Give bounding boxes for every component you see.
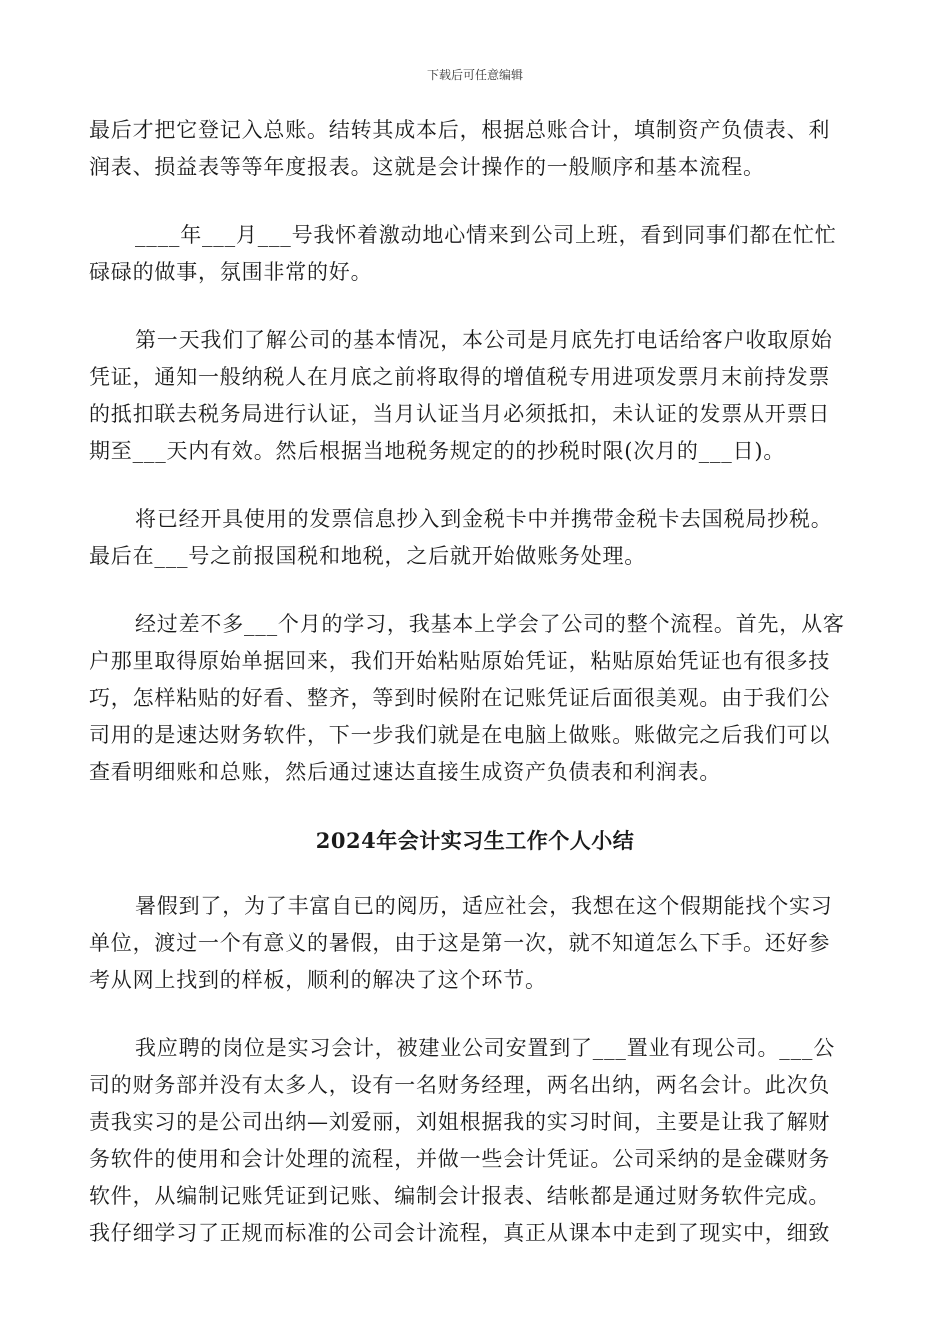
paragraph-2 <box>89 217 861 291</box>
header-note: 下载后可任意编辑 <box>426 68 523 82</box>
paragraph-line: 最后才把它登记入总账。结转其成本后，根据总账合计，填制资产负债表、利 <box>89 118 831 142</box>
paragraph-line: 第一天我们了解公司的基本情况，本公司是月底先打电话给客户收取原始 <box>135 328 833 352</box>
paragraph-line: 责我实习的是公司出纳—刘爱丽，刘姐根据我的实习时间，主要是让我了解财 <box>89 1110 831 1134</box>
paragraph-6 <box>89 888 861 999</box>
paragraph-line: 润表、损益表等等年度报表。这就是会计操作的一般顺序和基本流程。 <box>89 155 765 179</box>
paragraph-line: 最后在___号之前报国税和地税，之后就开始做账务处理。 <box>89 544 647 568</box>
paragraph-line: 巧，怎样粘贴的好看、整齐，等到时候附在记账凭证后面很美观。由于我们公 <box>89 686 831 710</box>
paragraph-line: 期至___天内有效。然后根据当地税务规定的的抄税时限(次月的___日)。 <box>89 439 786 463</box>
paragraph-line: 我仔细学习了正规而标准的公司会计流程，真正从课本中走到了现实中，细致 <box>89 1221 831 1245</box>
paragraph-line: 查看明细账和总账，然后通过速达直接生成资产负债表和利润表。 <box>89 760 722 784</box>
paragraph-7 <box>89 1030 861 1252</box>
paragraph-line: 司用的是速达财务软件，下一步我们就是在电脑上做账。账做完之后我们可以 <box>89 723 831 747</box>
paragraph-line: 单位，渡过一个有意义的暑假，由于这是第一次，就不知道怎么下手。还好参 <box>89 931 831 955</box>
paragraph-line: 户那里取得原始单据回来，我们开始粘贴原始凭证，粘贴原始凭证也有很多技 <box>89 649 831 673</box>
paragraph-line: 将已经开具使用的发票信息抄入到金税卡中并携带金税卡去国税局抄税。 <box>135 507 833 531</box>
paragraph-line: 的抵扣联去税务局进行认证，当月认证当月必须抵扣，未认证的发票从开票日 <box>89 402 831 426</box>
paragraph-line: 经过差不多___个月的学习，我基本上学会了公司的整个流程。首先，从客 <box>135 612 845 636</box>
paragraph-line: ____年___月___号我怀着激动地心情来到公司上班，看到同事们都在忙忙 <box>135 223 837 247</box>
document-body <box>89 112 861 1283</box>
paragraph-line: 暑假到了，为了丰富自已的阅历，适应社会，我想在这个假期能找个实习 <box>135 894 833 918</box>
paragraph-line: 司的财务部并没有太多人，设有一名财务经理，两名出纳，两名会计。此次负 <box>89 1073 831 1097</box>
paragraph-1 <box>89 112 861 186</box>
paragraph-line: 凭证，通知一般纳税人在月底之前将取得的增值税专用进项发票月末前持发票 <box>89 365 831 389</box>
paragraph-4 <box>89 501 861 575</box>
section-title: 2024年会计实习生工作个人小结 <box>315 828 635 853</box>
paragraph-3 <box>89 322 861 470</box>
paragraph-line: 我应聘的岗位是实习会计，被建业公司安置到了___置业有现公司。___公 <box>135 1036 835 1060</box>
paragraph-line: 碌碌的做事，氛围非常的好。 <box>89 260 373 284</box>
paragraph-line: 考从网上找到的样板，顺利的解决了这个环节。 <box>89 968 547 992</box>
paragraph-line: 务软件的使用和会计处理的流程，并做一些会计凭证。公司采纳的是金碟财务 <box>89 1147 831 1171</box>
paragraph-line: 软件，从编制记账凭证到记账、编制会计报表、结帐都是通过财务软件完成。 <box>89 1184 831 1208</box>
paragraph-5 <box>89 606 861 791</box>
